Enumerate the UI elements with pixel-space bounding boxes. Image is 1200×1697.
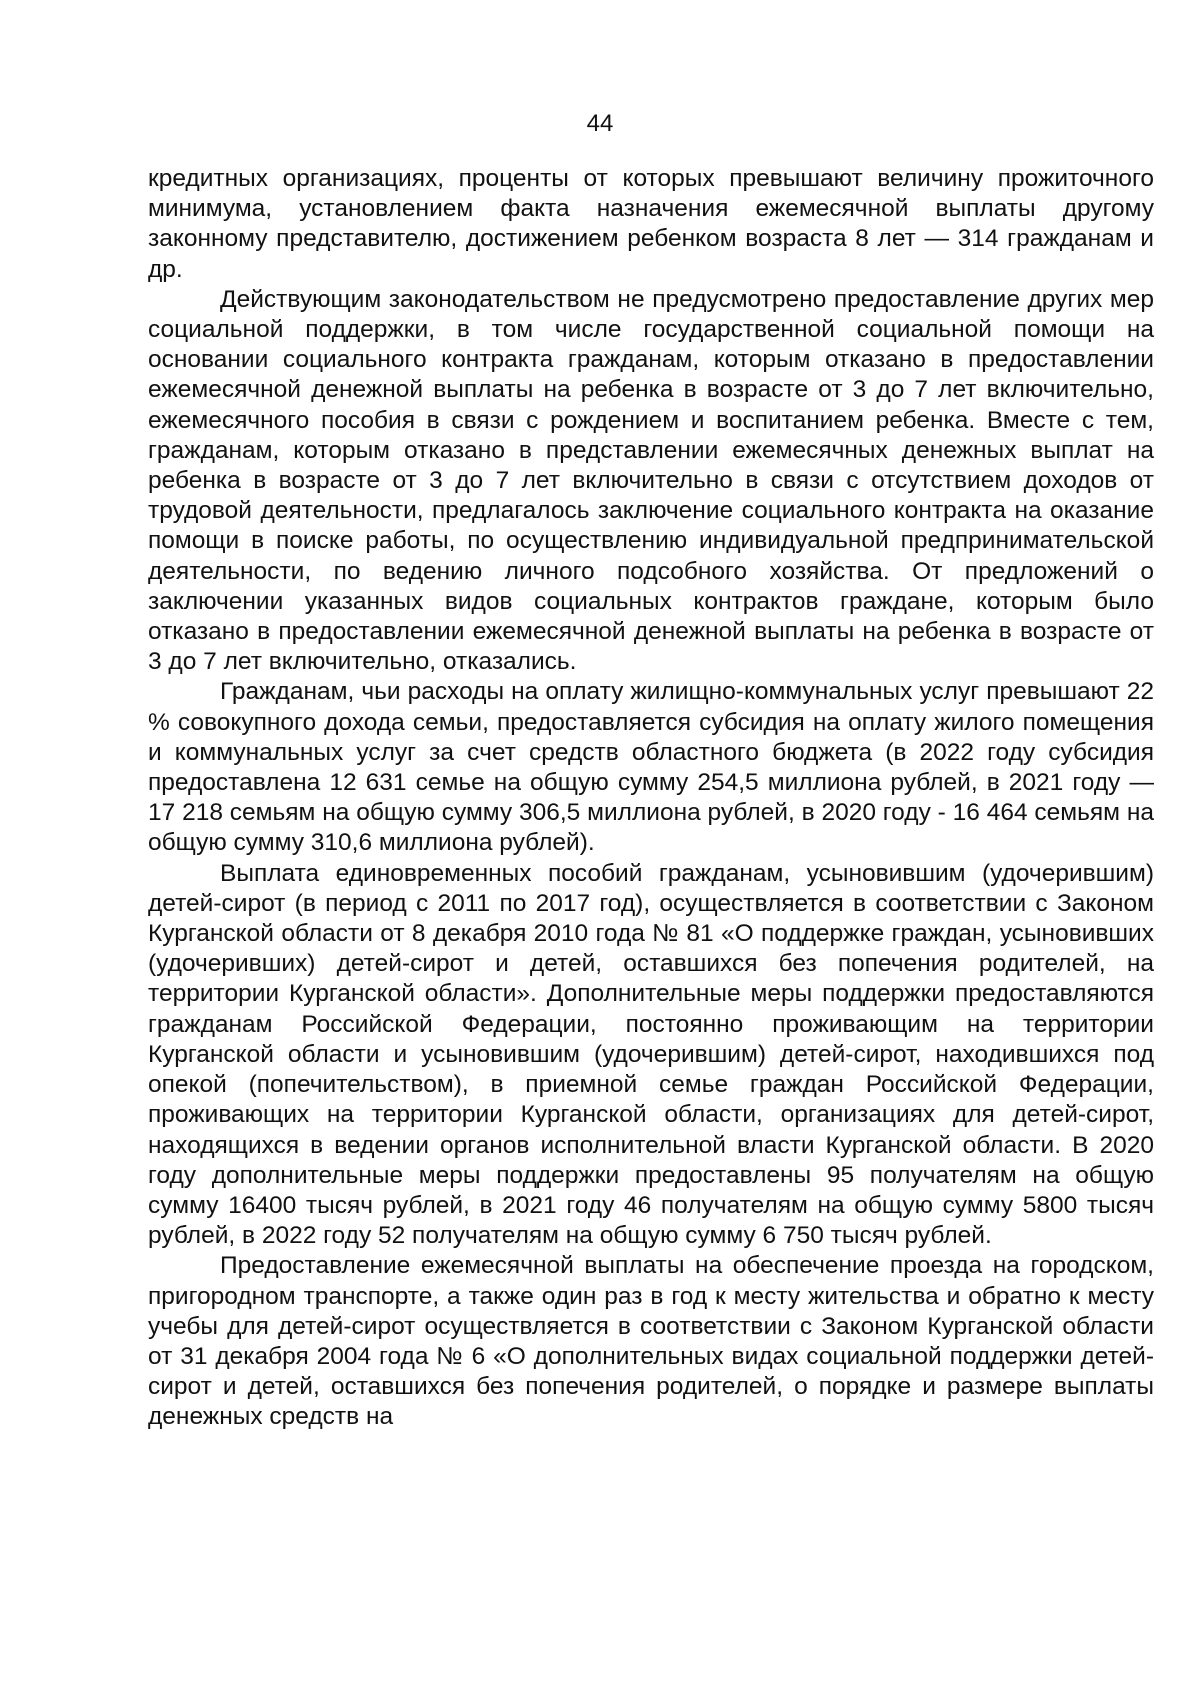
page-number: 44 bbox=[586, 110, 614, 137]
paragraph-housing-subsidy: Гражданам, чьи расходы на оплату жилищно-коммунальных услуг превышают 22 % совокупного дохода семьи, предоставляется субсидия на оплату жилого помещения и коммунальных услуг за счет средств областного бюджета (в 2022 году субсидия предоставлена 12 631 семье на общую сумму 254,5 миллиона рублей, в 2021 году — 17 218 семьям на общую сумму 306,5 миллиона рублей, в 2020 году - 16 464 семьям на общую сумму 310,6 миллиона рублей). bbox=[148, 678, 1154, 857]
document-body bbox=[148, 164, 1154, 1433]
paragraph-travel-payment: Предоставление ежемесячной выплаты на обеспечение проезда на городском, пригородном транспорте, а также один раз в год к месту жительства и обратно к месту учебы для детей-сирот осуществляется в соответствии с Законом Курганской области от 31 декабря 2004 года № 6 «О дополнительных видах социальной поддержки детей-сирот и детей, оставшихся без попечения родителей, о порядке и размере выплаты денежных средств на bbox=[148, 1252, 1154, 1431]
paragraph-adoption-benefits: Выплата единовременных пособий гражданам, усыновившим (удочерившим) детей-сирот (в период с 2011 по 2017 год), осуществляется в соответствии с Законом Курганской области от 8 декабря 2010 года № 81 «О поддержке граждан, усыновивших (удочеривших) детей-сирот и детей, оставшихся без попечения родителей, на территории Курганской области». Дополнительные меры поддержки предоставляются гражданам Российской Федерации, постоянно проживающим на территории Курганской области и усыновившим (удочерившим) детей-сирот, находившихся под опекой (попечительством), в приемной семье граждан Российской Федерации, проживающих на территории Курганской области, организациях для детей-сирот, находящихся в ведении органов исполнительной власти Курганской области. В 2020 году дополнительные меры поддержки предоставлены 95 получателям на общую сумму 16400 тысяч рублей, в 2021 году 46 получателям на общую сумму 5800 тысяч рублей, в 2022 году 52 получателям на общую сумму 6 750 тысяч рублей. bbox=[148, 859, 1154, 1250]
paragraph-continuation: кредитных организациях, проценты от которых превышают величину прожиточного минимума, установлением факта назначения ежемесячной выплаты другому законному представителю, достижением ребенком возраста 8 лет — 314 гражданам и др. bbox=[148, 165, 1154, 283]
paragraph-social-contract: Действующим законодательством не предусмотрено предоставление других мер социальной поддержки, в том числе государственной социальной помощи на основании социального контракта гражданам, которым отказано в предоставлении ежемесячной денежной выплаты на ребенка в возрасте от 3 до 7 лет включительно, ежемесячного пособия в связи с рождением и воспитанием ребенка. Вместе с тем, гражданам, которым отказано в представлении ежемесячных денежных выплат на ребенка в возрасте от 3 до 7 лет включительно в связи с отсутствием доходов от трудовой деятельности, предлагалось заключение социального контракта на оказание помощи в поиске работы, по осуществлению индивидуальной предпринимательской деятельности, по ведению личного подсобного хозяйства. От предложений о заключении указанных видов социальных контрактов граждане, которым было отказано в предоставлении ежемесячной денежной выплаты на ребенка в возрасте от 3 до 7 лет включительно, отказались. bbox=[148, 285, 1154, 676]
